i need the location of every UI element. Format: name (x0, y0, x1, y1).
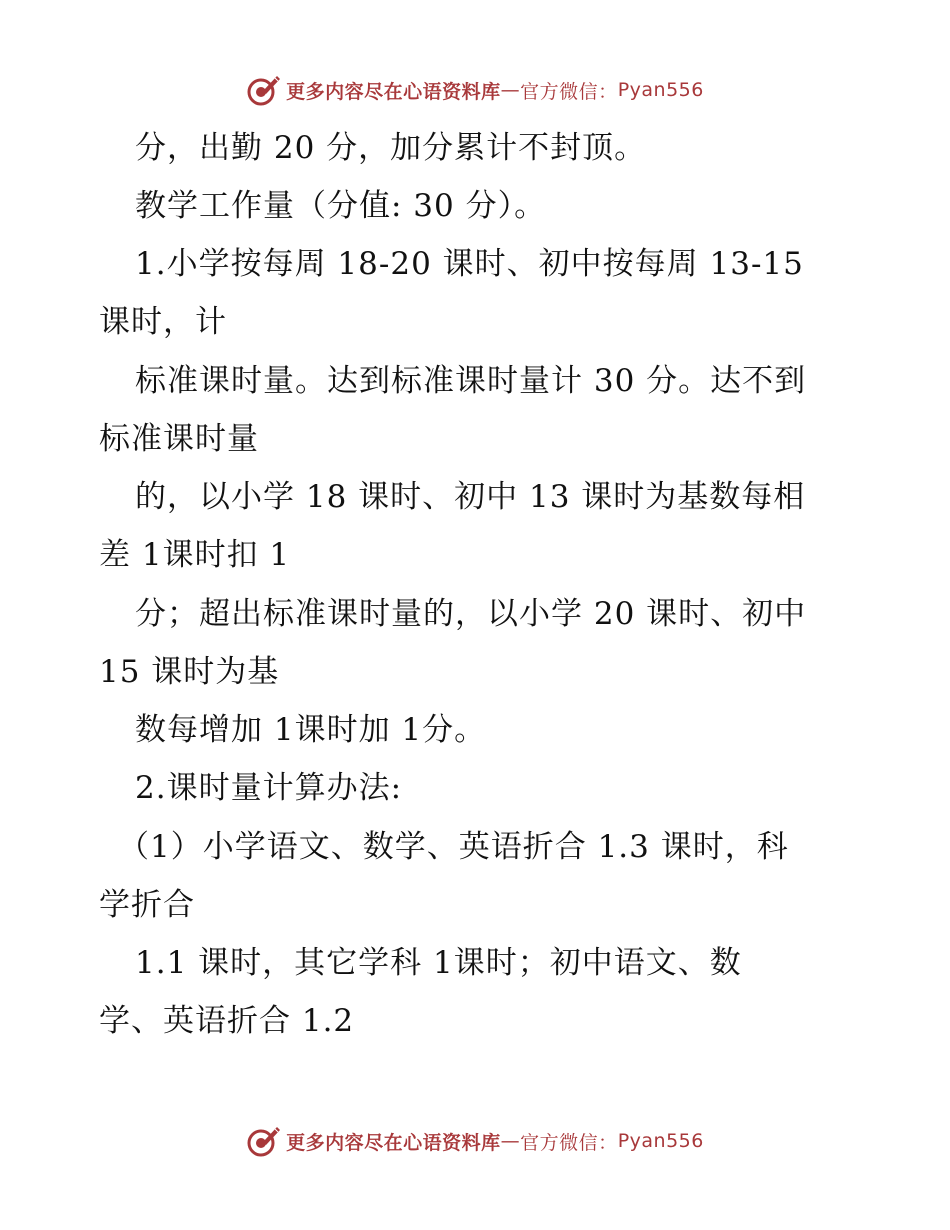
text-line: 标准课时量。达到标准课时量计 30 分。达不到 (135, 363, 807, 399)
text-line: 1.1 课时，其它学科 1课时；初中语文、数 (135, 945, 742, 981)
watermark-banner-bottom (0, 1121, 950, 1161)
watermark-dash: — (500, 1130, 521, 1152)
watermark-wechat-id: Pyan556 (617, 1130, 704, 1152)
watermark-official-label: 官方微信： (520, 1131, 618, 1154)
text-line: 课时，计 (99, 304, 227, 340)
text-line: 的，以小学 18 课时、初中 13 课时为基数每相 (135, 479, 806, 515)
text-line: 学折合 (99, 887, 195, 923)
text-line: 2.课时量计算办法: (135, 770, 403, 806)
pen-logo-icon (246, 1123, 282, 1159)
text-line: 标准课时量 (99, 421, 259, 457)
watermark-dash: — (500, 79, 521, 101)
text-line: 教学工作量（分值: 30 分）。 (135, 188, 547, 224)
text-line: （1）小学语文、数学、英语折合 1.3 课时，科 (118, 829, 789, 865)
watermark-wechat-id: Pyan556 (617, 79, 704, 101)
text-line: 数每增加 1课时加 1分。 (135, 712, 487, 748)
text-line: 差 1课时扣 1 (99, 537, 291, 573)
text-line: 15 课时为基 (99, 654, 280, 690)
pen-logo-icon (246, 72, 282, 108)
watermark-official-label: 官方微信： (520, 80, 618, 103)
watermark-main-text: 更多内容尽在心语资料库 (286, 1131, 501, 1154)
text-line: 学、英语折合 1.2 (99, 1003, 355, 1039)
text-line: 1.小学按每周 18-20 课时、初中按每周 13-15 (135, 246, 804, 282)
watermark-banner-top (0, 70, 950, 110)
watermark-main-text: 更多内容尽在心语资料库 (286, 80, 501, 103)
text-line: 分，出勤 20 分，加分累计不封顶。 (135, 130, 647, 166)
text-line: 分；超出标准课时量的，以小学 20 课时、初中 (135, 596, 807, 632)
